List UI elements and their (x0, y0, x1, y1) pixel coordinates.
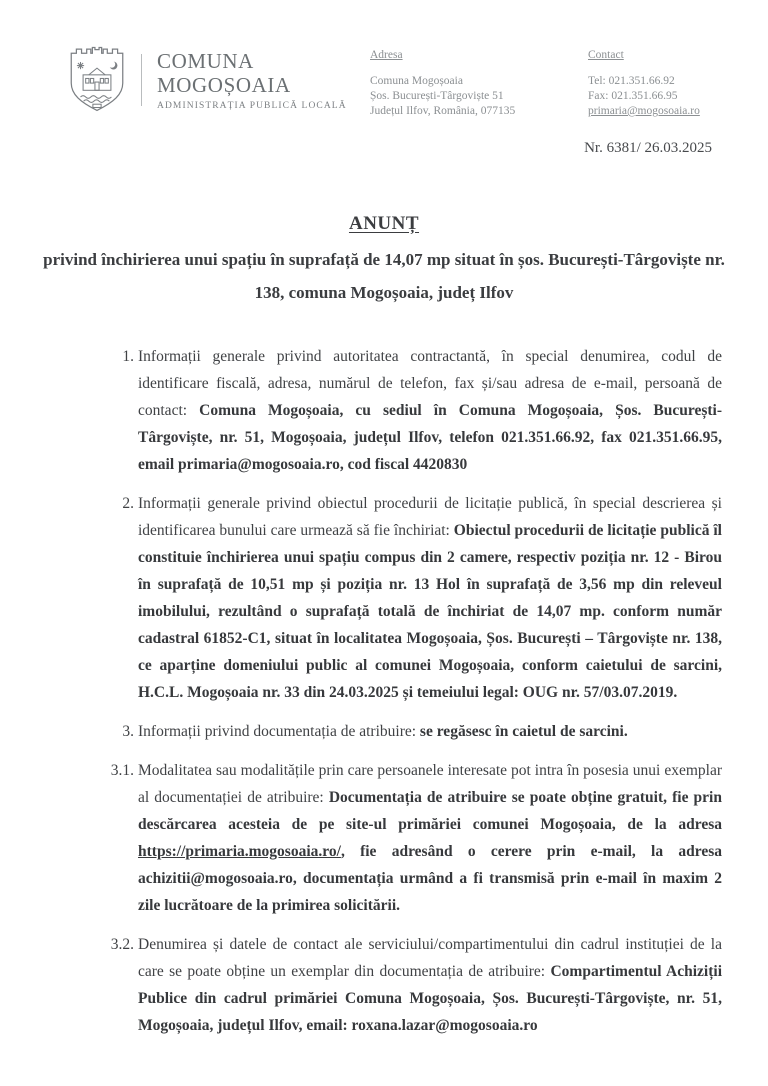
org-name-block (157, 49, 347, 111)
paragraph-number: 3.2. (110, 936, 134, 953)
title-block (0, 157, 768, 309)
paragraph-3-1 (100, 757, 722, 919)
paragraph-text: Informații generale privind obiectul procedurii de licitație publică, în special descrierea și identificarea bunului care urmează să fie închiriat: (138, 495, 722, 539)
paragraph-bold-text: Compartimentul Achiziții Publice din cadrul primăriei Comuna Mogoșoaia, Șos. București-Târgoviște, nr. 51, Mogoșoaia, județul Ilfov, email: roxana.lazar@mogosoaia.ro (138, 963, 723, 1034)
paragraph-2 (100, 490, 722, 706)
paragraph-number: 3. (122, 723, 134, 740)
brand-block (68, 46, 347, 114)
paragraph-text: Informații generale privind autoritatea contractantă, în special denumirea, codul de identificare fiscală, adresa, numărul de telefon, fax și/sau adresa de e-mail, persoană de contact: (138, 348, 722, 419)
paragraph-number: 1. (122, 348, 134, 365)
contact-fax: Fax: 021.351.66.95 (588, 90, 678, 102)
address-block (370, 48, 515, 119)
contact-block (588, 48, 700, 119)
primaria-website-link[interactable]: https://primaria.mogosoaia.ro/ (138, 843, 341, 860)
paragraph-3-2 (100, 931, 722, 1039)
paragraph-bold-text: Documentația de atribuire se poate obține gratuit, fie prin descărcarea acesteia de pe site-ul primăriei comunei Mogoșoaia, de la adresa (138, 789, 722, 833)
document-number: Nr. 6381/ 26.03.2025 (584, 140, 712, 156)
org-name-line1: COMUNA (157, 49, 254, 73)
paragraph-text: Informații privind documentația de atribuire: (138, 723, 420, 740)
page-title: ANUNȚ (348, 213, 420, 234)
paragraph-bold-text: se regăsesc în caietul de sarcini. (419, 723, 628, 740)
address-line: Județul Ilfov, România, 077135 (370, 105, 516, 117)
letterhead (0, 0, 768, 130)
page-subtitle: privind închirierea unui spațiu în suprafață de 14,07 mp situat în șos. București-Târgoviște nr. 138, comuna Mogoșoaia, județ Ilfov (43, 250, 725, 302)
paragraph-1 (100, 343, 722, 478)
document-body (100, 343, 722, 1039)
address-line: Șos. București-Târgoviște 51 (370, 90, 504, 102)
address-heading: Adresa (370, 49, 403, 61)
contact-email-link[interactable]: primaria@mogosoaia.ro (588, 105, 700, 117)
contact-tel: Tel: 021.351.66.92 (588, 75, 675, 87)
paragraph-number: 3.1. (110, 762, 134, 779)
paragraph-text: Denumirea și datele de contact ale serviciului/compartimentului din cadrul instituției de la care se poate obține un exemplar din documentația de atribuire: (138, 936, 722, 980)
paragraph-text: Modalitatea sau modalitățile prin care persoanele interesate pot intra în posesia unui exemplar al documentației de atribuire: (138, 762, 722, 806)
paragraph-3 (100, 718, 722, 745)
org-subtitle: ADMINISTRAȚIA PUBLICĂ LOCALĂ (157, 101, 347, 111)
paragraph-bold-text: Comuna Mogoșoaia, cu sediul în Comuna Mogoșoaia, Șos. București-Târgoviște, nr. 51, Mogoșoaia, județul Ilfov, telefon 021.351.66.92, fax 021.351.66.95, email primaria@mogosoaia.ro, cod fiscal 4420830 (138, 402, 723, 473)
org-name-line2: MOGOȘOAIA (157, 73, 291, 97)
address-line: Comuna Mogoșoaia (370, 75, 463, 87)
coat-of-arms-icon (68, 46, 126, 114)
paragraph-number: 2. (122, 495, 134, 512)
paragraph-bold-text: , fie adresând o cerere prin e-mail, la adresa achizitii@mogosoaia.ro, documentația urmând a fi transmisă prin e-mail în maxim 2 zile lucrătoare de la primirea solicitării. (138, 843, 722, 914)
brand-divider (141, 54, 142, 106)
contact-heading: Contact (588, 49, 624, 61)
paragraph-bold-text: Obiectul procedurii de licitație publică îl constituie închirierea unui spațiu compus din 2 camere, respectiv poziția nr. 12 - Birou în suprafață de 10,51 mp și poziția nr. 13 Hol în suprafață de 3,56 mp din releveul imobilului, rezultând o suprafață totală de închiriat de 14,07 mp. conform număr cadastral 61852-C1, situat în localitatea Mogoșoaia, Șos. București – Târgoviște nr. 138, ce aparține domeniului public al comunei Mogoșoaia, conform caietului de sarcini, H.C.L. Mogoșoaia nr. 33 din 24.03.2025 și temeiului legal: OUG nr. 57/03.07.2019. (138, 522, 722, 701)
